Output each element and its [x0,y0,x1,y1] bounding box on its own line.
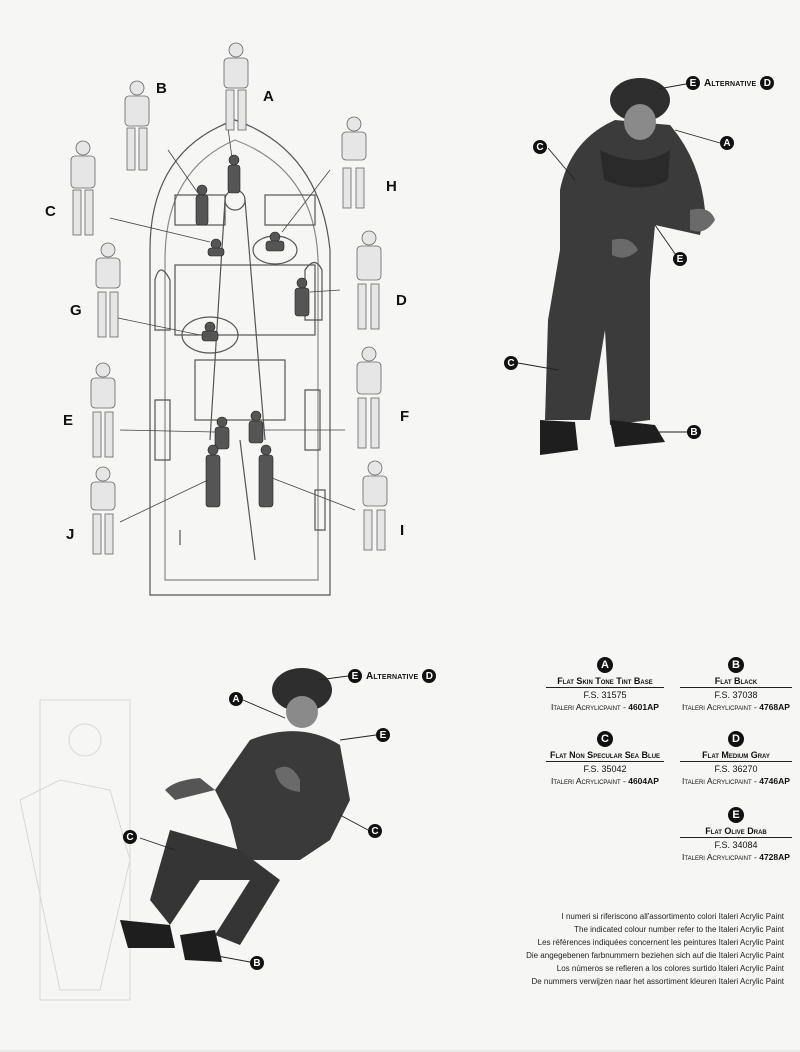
callout-bubble: A [229,692,243,706]
seated-callout-trousers [123,830,137,844]
color-card-c [546,729,664,786]
color-card-a [546,655,664,712]
color-name: Flat Black [680,676,792,688]
figure-letter-f: F [400,408,410,425]
seated-callout-harness [376,728,390,742]
seated-callout-face [229,692,243,706]
callout-bubble: C [504,356,518,370]
note-english: The indicated colour number refer to the Italeri Acrylic Paint [574,925,784,934]
callout-bubble: D [422,669,436,683]
callout-bubble: C [533,140,547,154]
boat-crew [196,155,309,507]
standing-figure-illustration [540,78,715,455]
paint-code [680,702,792,712]
paint-reference-notes [526,910,784,988]
seated-callout-top [348,669,436,683]
color-name: Flat Non Specular Sea Blue [546,750,664,762]
color-letter-badge: D [728,731,744,747]
paint-code-value: 4728AP [759,852,790,862]
color-card-d [680,729,792,786]
exploded-figures [71,43,387,554]
callout-bubble: C [123,830,137,844]
color-letter-badge: C [597,731,613,747]
standing-callout-top [686,76,774,90]
seated-callout-boots [250,956,264,970]
color-card-e [680,805,792,862]
note-french: Les références indiquées concernent les peintures Italeri Acrylic Paint [537,938,784,947]
paint-code [546,702,664,712]
figure-letter-g: G [70,302,82,319]
figure-letter-i: I [400,522,405,539]
callout-bubble: E [376,728,390,742]
callout-bubble: B [250,956,264,970]
figure-letter-d: D [396,292,407,309]
standing-callout-face [720,136,734,150]
fs-number: F.S. 31575 [583,690,627,700]
color-name: Flat Skin Tone Tint Base [546,676,664,688]
fs-number: F.S. 36270 [714,764,758,774]
callout-bubble: D [760,76,774,90]
fs-number: F.S. 35042 [583,764,627,774]
paint-code-value: 4601AP [628,702,659,712]
standing-callout-harness [673,252,687,266]
color-letter-badge: B [728,657,744,673]
figure-letter-c: C [45,203,56,220]
color-letter-badge: E [728,807,744,823]
figure-letter-j: J [66,526,75,543]
figure-letter-b: B [156,80,167,97]
seated-callout-jacket [368,824,382,838]
color-letter-badge: A [597,657,613,673]
fs-number: F.S. 37038 [714,690,758,700]
alternative-label: Alternative [366,670,419,682]
note-italian: I numeri si riferiscono all'assortimento colori Italeri Acrylic Paint [561,912,784,921]
callout-bubble: C [368,824,382,838]
paint-code-value: 4604AP [628,776,659,786]
callout-bubble: A [720,136,734,150]
callout-bubble: E [686,76,700,90]
alternative-label: Alternative [704,77,757,89]
paint-brand: Italeri Acrylicpaint - [551,702,626,712]
paint-brand: Italeri Acrylicpaint - [682,852,757,862]
paint-code-value: 4768AP [759,702,790,712]
figure-letter-e: E [63,412,74,429]
paint-code [680,852,792,862]
fs-number: F.S. 34084 [714,840,758,850]
callout-bubble: E [348,669,362,683]
paint-code [546,776,664,786]
color-card-b [680,655,792,712]
standing-callout-jacket [533,140,547,154]
figure-letter-a: A [263,88,274,105]
standing-callout-boots [687,425,701,439]
note-dutch: De nummers verwijzen naar het assortiment kleuren Italeri Acrylic Paint [531,977,784,986]
paint-brand: Italeri Acrylicpaint - [682,776,757,786]
paint-code-value: 4746AP [759,776,790,786]
note-german: Die angegebenen farbnummern beziehen sich auf die Italeri Acrylic Paint [526,951,784,960]
standing-callout-trousers [504,356,518,370]
note-spanish: Los números se refieren a los colores surtido Italeri Acrylic Paint [556,964,784,973]
paint-brand: Italeri Acrylicpaint - [682,702,757,712]
callout-bubble: B [687,425,701,439]
paint-code [680,776,792,786]
callout-bubble: E [673,252,687,266]
paint-brand: Italeri Acrylicpaint - [551,776,626,786]
bleed-through-ghost [20,700,130,1000]
seated-figure-illustration [120,668,350,962]
figure-letter-h: H [386,178,397,195]
color-name: Flat Medium Gray [680,750,792,762]
color-name: Flat Olive Drab [680,826,792,838]
